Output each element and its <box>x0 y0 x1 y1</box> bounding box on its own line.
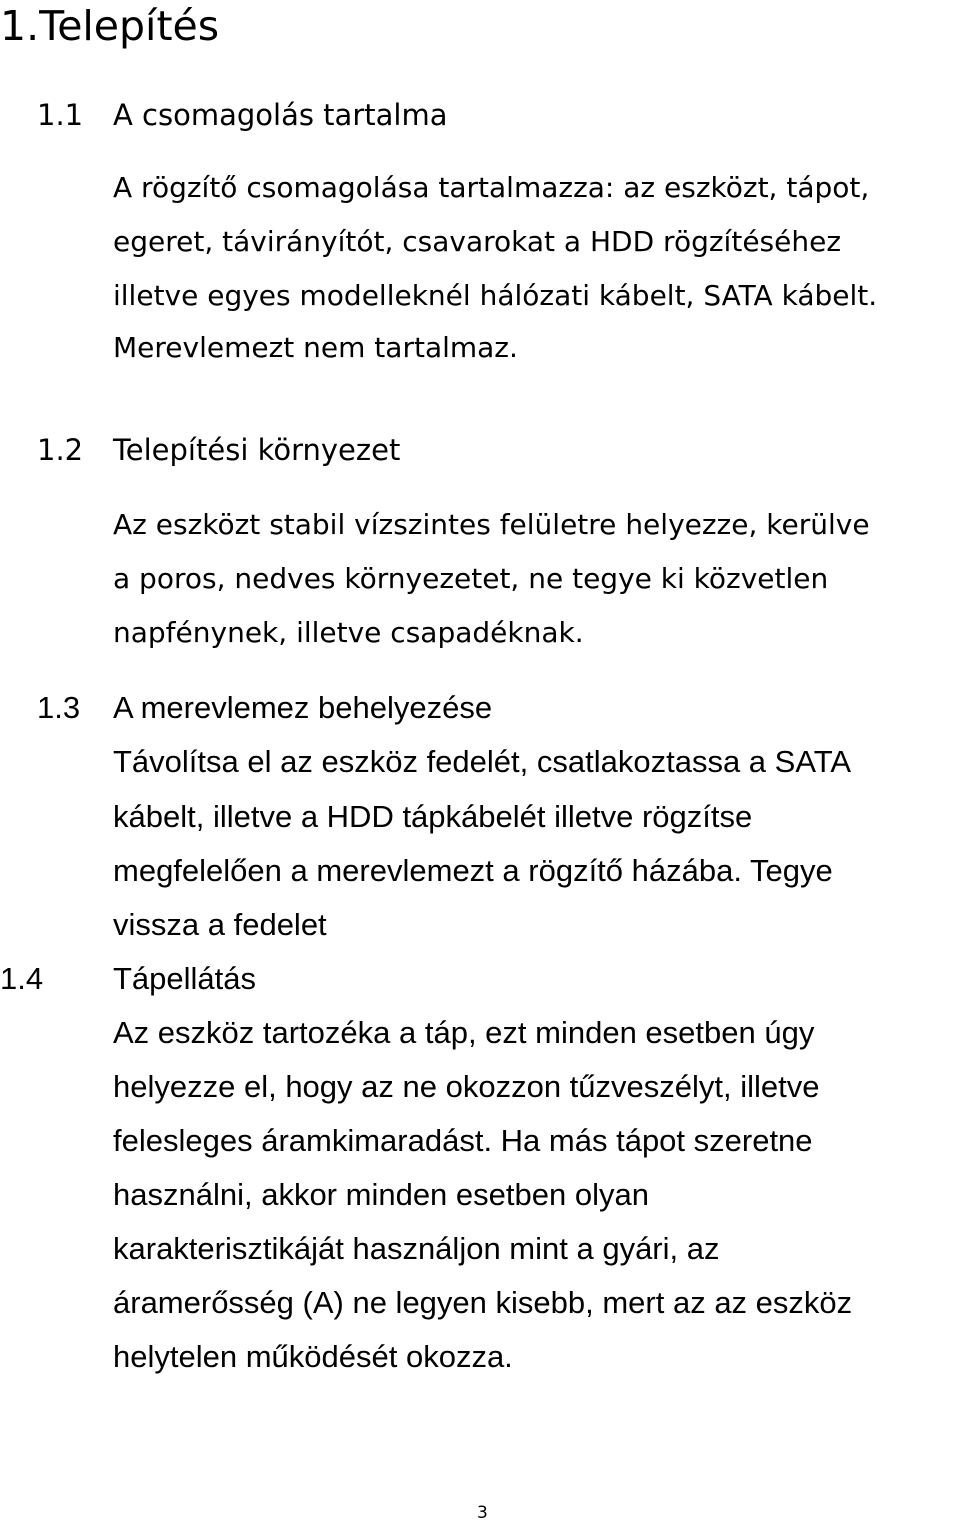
paragraph-line: Merevlemezt nem tartalmaz. <box>113 331 518 364</box>
section-number: 1.3 <box>37 690 81 725</box>
paragraph-line: áramerősség (A) ne legyen kisebb, mert az az eszköz <box>113 1285 853 1320</box>
paragraph-line: kábelt, illetve a HDD tápkábelét illetve rögzítse <box>113 799 753 834</box>
paragraph-line: a poros, nedves környezetet, ne tegye ki közvetlen <box>113 562 829 595</box>
page-number: 3 <box>477 1503 488 1523</box>
section-heading: A merevlemez behelyezése <box>113 690 493 725</box>
paragraph-line: Távolítsa el az eszköz fedelét, csatlakoztassa a SATA <box>113 744 852 779</box>
paragraph-line: Az eszköz tartozéka a táp, ezt minden esetben úgy <box>113 1015 815 1050</box>
section-heading: Telepítési környezet <box>113 433 401 467</box>
paragraph-line: Az eszközt stabil vízszintes felületre helyezze, kerülve <box>113 508 870 541</box>
section-number: 1.1 <box>37 98 84 132</box>
paragraph-line: egeret, távirányítót, csavarokat a HDD rögzítéséhez <box>113 225 842 258</box>
section-number: 1.2 <box>37 433 84 467</box>
section-heading: A csomagolás tartalma <box>113 98 448 132</box>
paragraph-line: helytelen működését okozza. <box>113 1339 513 1374</box>
paragraph-line: használni, akkor minden esetben olyan <box>113 1177 649 1212</box>
paragraph-line: A rögzítő csomagolása tartalmazza: az eszközt, tápot, <box>113 171 870 204</box>
paragraph-line: megfelelően a merevlemezt a rögzítő házába. Tegye <box>113 853 833 888</box>
paragraph-line: illetve egyes modelleknél hálózati kábelt, SATA kábelt. <box>113 279 878 312</box>
section-number: 1.4 <box>0 961 44 996</box>
paragraph-line: helyezze el, hogy az ne okozzon tűzveszélyt, illetve <box>113 1069 820 1104</box>
paragraph-line: vissza a fedelet <box>113 907 327 942</box>
paragraph-line: napfénynek, illetve csapadéknak. <box>113 616 584 649</box>
paragraph-line: felesleges áramkimaradást. Ha más tápot szeretne <box>113 1123 813 1158</box>
section-heading: Tápellátás <box>113 961 257 996</box>
page-title: 1.Telepítés <box>0 2 220 50</box>
paragraph-line: karakterisztikáját használjon mint a gyári, az <box>113 1231 720 1266</box>
